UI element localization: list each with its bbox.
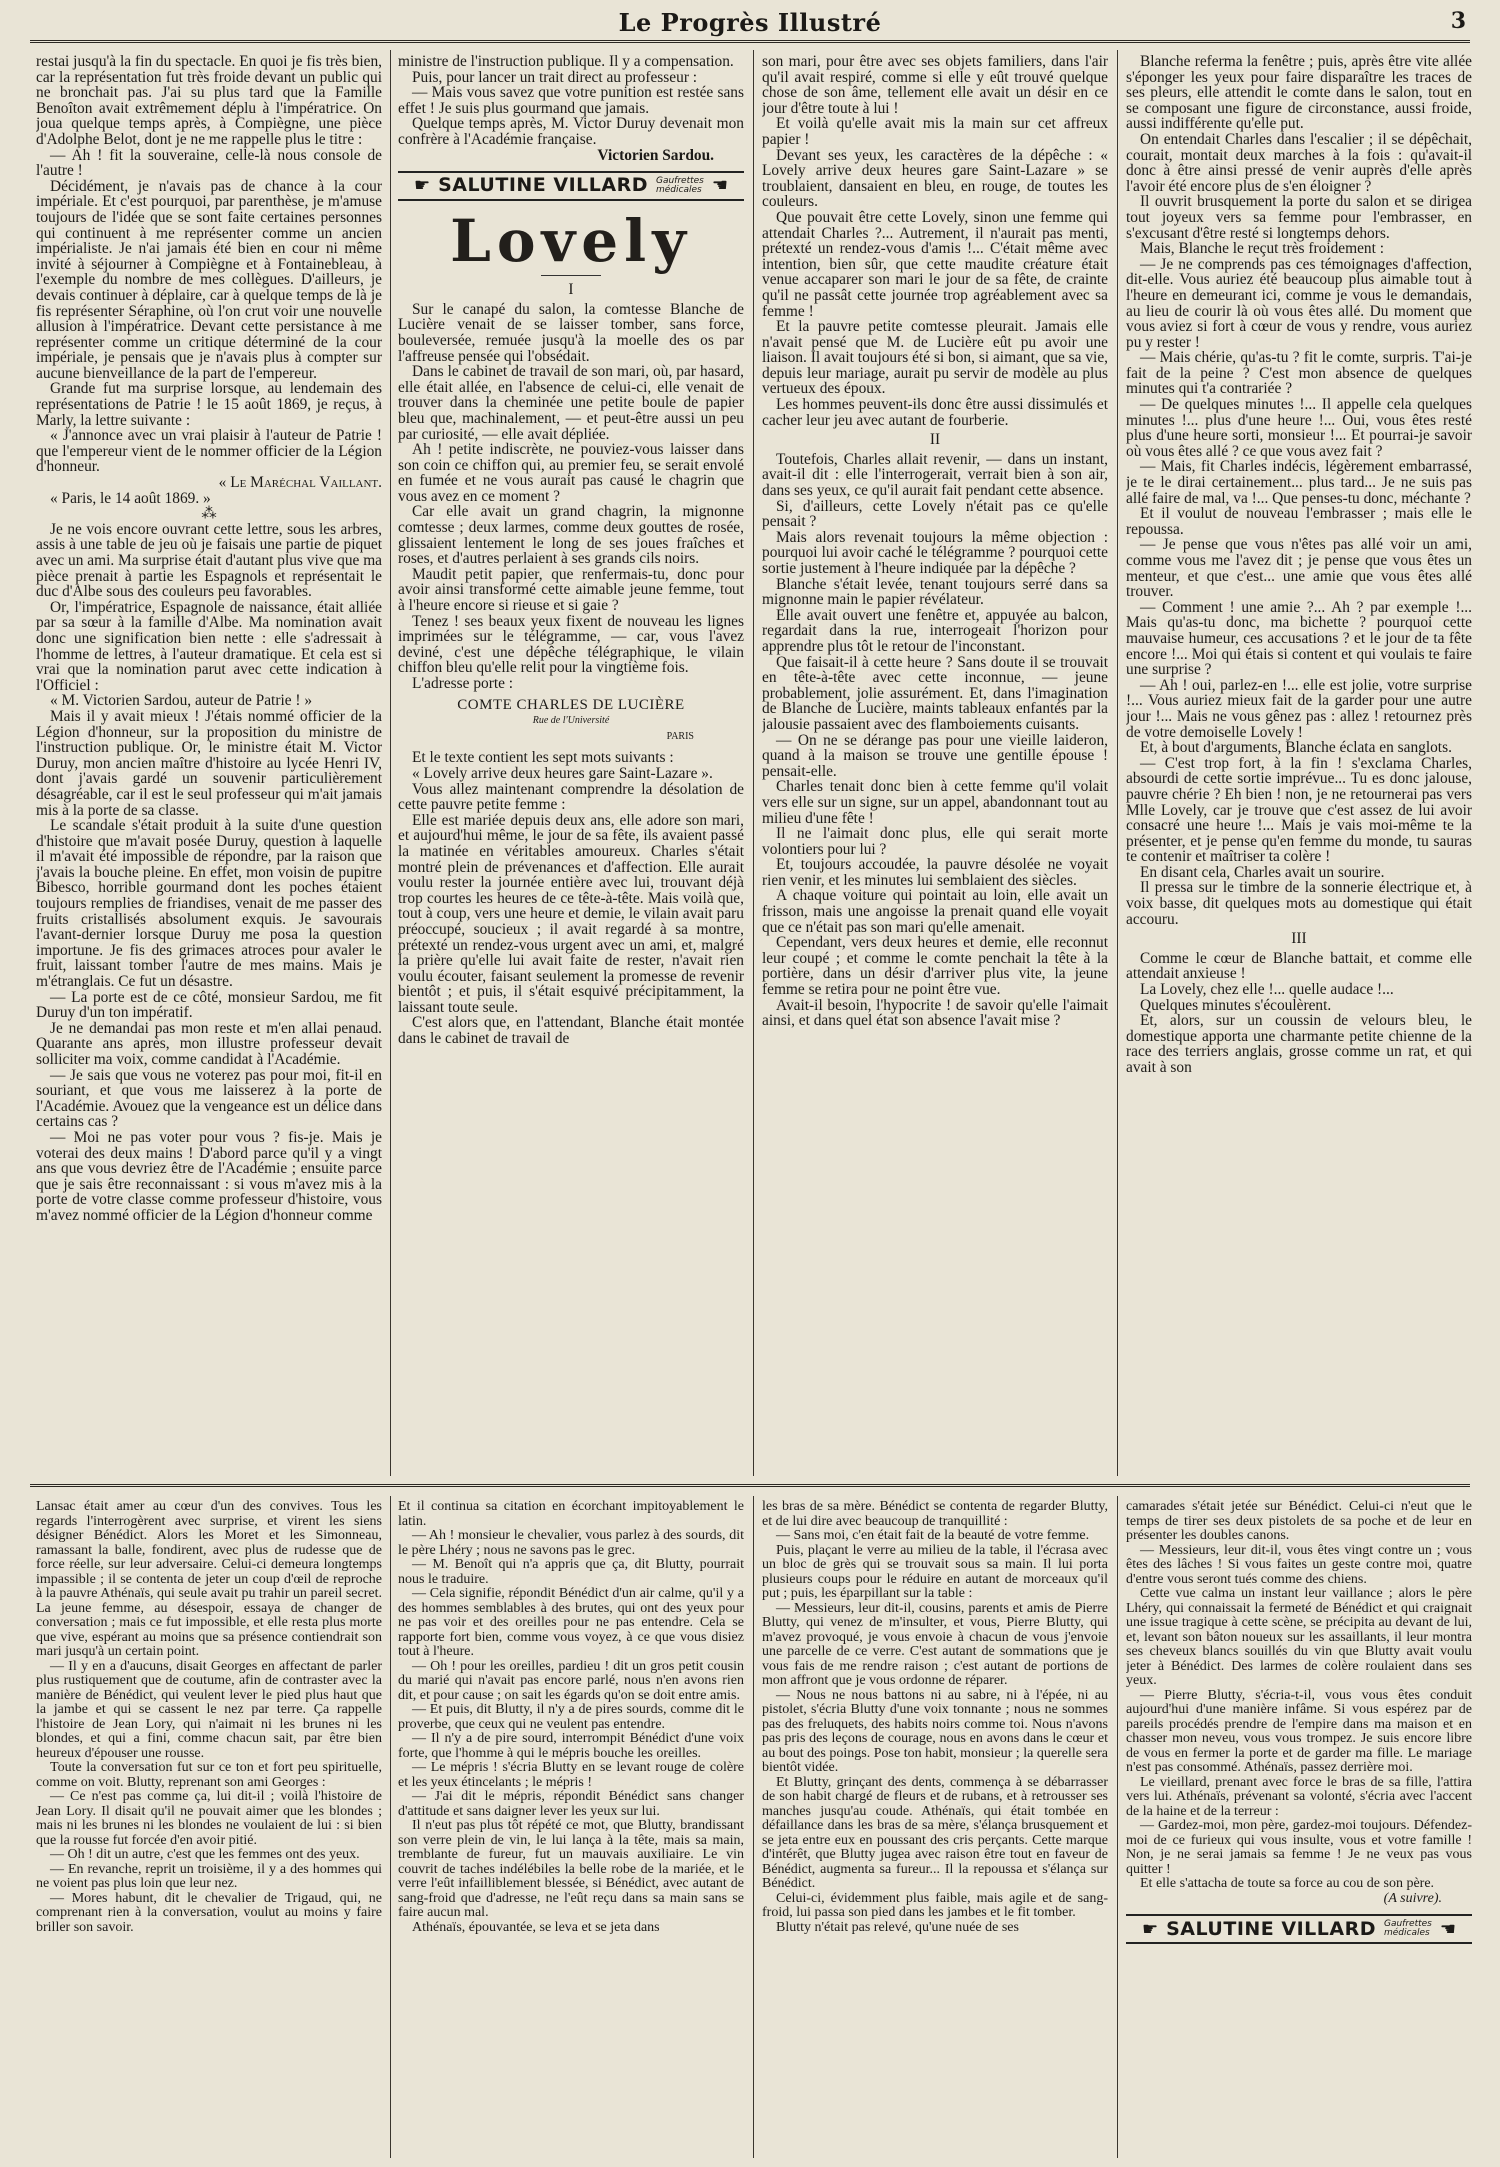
- paragraph: Celui-ci, évidemment plus faible, mais agile et de sang-froid, lui passa son pied dans les jambes et le fit tomber.: [762, 1890, 1108, 1920]
- paragraph: — Ah ! oui, parlez-en !... elle est jolie, votre surprise !... Vous auriez mieux fait de la garder pour une autre jour !... Mais ne vous gênez pas : allez ! retournez près de votre demoiselle Lovely !: [1126, 676, 1472, 741]
- paragraph: restai jusqu'à la fin du spectacle. En quoi je fis très bien, car la représentation fut très froide devant un public qui ne bronchait pas. J'ai su plus tard que la Famille Benoîton avait extrêmement déplu à l'impératrice. On joua quelque temps après, à Compiègne, une pièce d'Adolphe Belot, dont je ne me rappelle plus le titre :: [36, 54, 382, 148]
- paragraph: — Gardez-moi, mon père, gardez-moi toujours. Défendez-moi de ce furieux qui vous insulte, vous et votre famille ! Non, je ne serai jamais sa femme ! Je ne veux pas vous quitter !: [1126, 1818, 1472, 1877]
- paragraph: C'est alors que, en l'attendant, Blanche était montée dans le cabinet de travail de: [398, 1014, 744, 1048]
- paragraph: — Messieurs, leur dit-il, vous êtes vingt contre un ; vous êtes des lâches ! Si vous faites un geste contre moi, quatre d'entre vous seront tués comme des chiens.: [1126, 1542, 1472, 1587]
- paragraph: — Mais chérie, qu'as-tu ? fit le comte, surpris. T'ai-je fait de la peine ? C'est mon absence de quelques minutes qui t'a contrariée ?: [1126, 349, 1472, 398]
- paragraph: ministre de l'instruction publique. Il y a compensation.: [398, 54, 734, 70]
- paragraph: son mari, pour être avec ses objets familiers, dans l'air qu'il avait respiré, comme si elle y eût trouvé quelque chose de son âme, tellement elle avait un désir en ce jour d'être toute à lui !: [762, 54, 1108, 117]
- paragraph: — Il y en a d'aucuns, disait Georges en affectant de parler plus rustiquement que de coutume, afin de contraster avec la manière de Bénédict, qui veulent lever le pied plus haut que la jambe et qui se cassent le nez par terre. Ça rappelle l'histoire de Jean Lory, qui n'aimait ni les brunes ni les blondes, et qui a fini, comme chacun sait, par être bien heureux d'épouser une rousse.: [36, 1658, 382, 1761]
- ad-brand: SALUTINE VILLARD: [1166, 1917, 1376, 1940]
- column-rule: [390, 50, 391, 1476]
- paragraph: — Moi ne pas voter pour vous ? fis-je. Mais je voterai des deux mains ! D'abord parce qu'il y a vingt ans que vous devriez être de l'Académie ; ensuite parce que je sais être reconnaissant : si vous m'avez mis à la porte de votre classe comme professeur d'histoire, vous m'avez nommé officier de la Légion d'honneur comme: [36, 1128, 382, 1224]
- pointing-hand-icon: ☚: [1439, 1918, 1457, 1939]
- paragraph: Et elle s'attacha de toute sa force au cou de son père.: [1140, 1876, 1435, 1891]
- feuilleton-column-3: [762, 1500, 1108, 2160]
- paragraph: Décidément, je n'avais pas de chance à la cour impériale. Et c'est pourquoi, par parenthèse, je m'amuse toujours de l'idée que se sont faite certaines personnes qui continuent à me représenter comme un ancien impérialiste. Je n'ai jamais été bien en cour ni même invité à séjourner à Compiègne et à Fontainebleau, à l'exemple du nombre de mes collègues. D'ailleurs, je devais continuer à déplaire, car à quelque temps de là je fis représenter Séraphine, où l'on crut voir une nouvelle allusion à l'impératrice. Devant cette persistance à me représenter comme un critique déterminé de la cour impériale, je pensais que je n'avais plus à compter sur aucune bienveillance de la part de l'empereur.: [36, 177, 382, 382]
- column-rule: [753, 50, 754, 1476]
- address-street: Rue de l'Université: [532, 715, 610, 727]
- chapter-number: III: [1291, 930, 1307, 948]
- section-divider: ⁂: [201, 505, 217, 523]
- paragraph: Devant ses yeux, les caractères de la dépêche : « Lovely arrive deux heures gare Saint-Lazare » se troublaient, dansaient en bleu, en rouge, de toutes les couleurs.: [762, 146, 1108, 211]
- paragraph: Or, l'impératrice, Espagnole de naissance, était alliée par sa sœur à la famille d'Albe. Ma nomination avait donc une signification bien nette : elle s'adressait à l'homme de lettres, à l'auteur dramatique. Et cela est si vrai que la nomination parut avec cette indication à l'Officiel :: [36, 598, 382, 694]
- paragraph: Dans le cabinet de travail de son mari, où, par hasard, elle était allée, en l'absence de celui-ci, elle venait de trouver dans la cheminée une petite boule de papier bleu que, machinalement, — et peut-être aussi un peu par curiosité, — elle avait dépliée.: [398, 363, 744, 443]
- paragraph: Quelque temps après, M. Victor Duruy devenait mon confrère à l'Académie française.: [398, 115, 744, 148]
- paragraph: Cette vue calma un instant leur vaillance ; alors le père Lhéry, qui connaissait la fermeté de Bénédict et qui craignait une issue tragique à cette scène, se précipita au devant de lui, et, levant son bâton noueux sur les assaillants, il leur montra ses cheveux blancs souillés du vin que Blutty avait voulu jeter à Bénédict. Des larmes de colère roulaient dans ses yeux.: [1126, 1586, 1472, 1688]
- paragraph: Charles tenait donc bien à cette femme qu'il volait vers elle sur un signe, sur un appel, abandonnant tout au milieu d'une fête !: [762, 778, 1108, 827]
- paragraph: — La porte est de ce côté, monsieur Sardou, me fit Duruy d'un ton impératif.: [36, 988, 382, 1022]
- paragraph: Comme le cœur de Blanche battait, et comme elle attendait anxieuse !: [1126, 949, 1472, 983]
- paragraph: Et la pauvre petite comtesse pleurait. Jamais elle n'avait pensé que M. de Lucière eût pu avoir une liaison. Il avait toujours été si bon, si aimant, que sa vie, depuis leur mariage, aurait pu servir de modèle au plus vertueux des époux.: [762, 318, 1108, 398]
- paragraph: Quelques minutes s'écoulèrent.: [1140, 996, 1332, 1014]
- paragraph: — Le mépris ! s'écria Blutty en se levant rouge de colère et les yeux étincelants ; le mépris !: [398, 1760, 744, 1790]
- paragraph: Et il voulut de nouveau l'embrasser ; mais elle le repoussa.: [1126, 505, 1472, 538]
- paragraph: Toutefois, Charles allait revenir, — dans un instant, avait-il dit : elle l'interrogerait, verrait bien à son air, dans ses yeux, ce qu'il aurait fait pendant cette absence.: [762, 450, 1108, 500]
- to-be-continued: (A suivre).: [1383, 1890, 1442, 1906]
- paragraph: A chaque voiture qui pointait au loin, elle avait un frisson, mais une angoisse la prenait quand elle voyait que ce n'était pas son mari qu'elle amenait.: [762, 887, 1108, 936]
- paragraph: — Nous ne nous battons ni au sabre, ni à l'épée, ni au pistolet, s'écria Blutty d'une voix tonnante ; nous ne sommes pas des freluquets, des habits noirs comme toi. Nous n'avons pas pris des leçons de courage, nous en avons dans le cœur et au bout des poings. Pose ton habit, monsieur ; la querelle sera bientôt vidée.: [762, 1687, 1108, 1775]
- address-city: PARIS: [666, 730, 694, 742]
- paragraph: — Mores habunt, dit le chevalier de Trigaud, qui, ne comprenant rien à la conversation, voulut au moins y faire briller son savoir.: [36, 1890, 382, 1935]
- paragraph: Et, alors, sur un coussin de velours bleu, le domestique apporta une charmante petite chienne de la race des terriers anglais, grosse comme un rat, et qui avait à son: [1126, 1012, 1472, 1076]
- chapter-number: I: [568, 281, 574, 299]
- paragraph: L'adresse porte :: [412, 675, 514, 692]
- paragraph: Il pressa sur le timbre de la sonnerie électrique et, à voix basse, dit quelques mots au domestique qui était accouru.: [1126, 879, 1472, 928]
- paragraph: Puis, pour lancer un trait direct au professeur :: [412, 68, 698, 86]
- column-3: [762, 54, 1108, 1474]
- paragraph: — En revanche, reprit un troisième, il y a des hommes qui ne voient pas plus loin que leur nez.: [36, 1861, 382, 1891]
- pointing-hand-icon: ☚: [711, 175, 729, 196]
- ad-subtitle: Gaufrettes médicales: [1383, 1919, 1432, 1938]
- story-title: Lovely: [450, 207, 692, 276]
- ad-brand: SALUTINE VILLARD: [438, 174, 648, 197]
- paragraph: Athénaïs, épouvantée, se leva et se jeta dans: [412, 1919, 660, 1935]
- paragraph: Puis, plaçant le verre au milieu de la table, il l'écrasa avec un bloc de grès qui se trouvait sous sa main. Il lui porta plusieurs coups pour le réduire en autant de morceaux qu'il put ; puis, les éparpillant sur la table :: [762, 1542, 1108, 1601]
- column-rule: [1117, 50, 1118, 1476]
- letter-signature: « Le Maréchal Vaillant.: [218, 474, 382, 492]
- paragraph: — Je ne comprends pas ces témoignages d'affection, dit-elle. Vous auriez été beaucoup plus aimable tout à l'heure en demeurant ici, comme je vous le demandais, au lieu de courir là où vous êtes allé. Du moment que vous aviez si fort à cœur de vous y rendre, vous auriez pu y rester !: [1126, 255, 1472, 351]
- column-1-memoir: [36, 54, 382, 1474]
- paragraph: Et, à bout d'arguments, Blanche éclata en sanglots.: [1140, 739, 1452, 757]
- paragraph: — Pierre Blutty, s'écria-t-il, vous vous êtes conduit aujourd'hui d'une manière infâme. Si vous espérez par de pareils procédés prendre de l'empire dans ma maison et en chasser mon neveu, vous vous trompez. Je suis encore libre de vous en fermer la porte et de garder ma fille. Le mariage n'est pas consommé. Athénaïs, passez derrière moi.: [1126, 1687, 1472, 1775]
- paragraph: — Ce n'est pas comme ça, lui dit-il ; voilà l'histoire de Jean Lory. Il disait qu'il ne pouvait aimer que les blondes ; mais ni les brunes ni les blondes ne voulaient de lui : si bien que la rousse fut forcée d'en avoir pitié.: [36, 1789, 382, 1848]
- paragraph: — Sans moi, c'en était fait de la beauté de votre femme.: [776, 1528, 1090, 1543]
- chapter-number: II: [929, 431, 941, 449]
- paragraph: les bras de sa mère. Bénédict se contenta de regarder Blutty, et de lui dire avec beaucoup de tranquillité :: [762, 1500, 1108, 1529]
- paragraph: Le vieillard, prenant avec force le bras de sa fille, l'attira vers lui. Athénaïs, prévenant sa volonté, s'écria avec l'accent de la haine et de la terreur :: [1126, 1774, 1472, 1819]
- column-rule: [390, 1496, 391, 2158]
- feuilleton-column-2: [398, 1500, 744, 2160]
- paragraph: — Ah ! fit la souveraine, celle-là nous console de l'autre !: [36, 146, 382, 180]
- paragraph: Si, d'ailleurs, cette Lovely n'était pas ce qu'elle pensait ?: [762, 497, 1108, 531]
- paragraph: Il n'eut pas plus tôt répété ce mot, que Blutty, brandissant son verre plein de vin, le lui lança à la tête, mais sa main, tremblante de fureur, fut un mauvais auxiliaire. Le vin couvrit de taches indélébiles la belle robe de la mariée, et le verre l'eût infailliblement blessée, si Bénédict, avec autant de sang-froid que d'adresse, ne l'eût reçu dans sa main sans se faire aucun mal.: [398, 1818, 744, 1920]
- masthead: [30, 6, 1470, 43]
- column-4: [1126, 54, 1472, 1474]
- paragraph: — Il n'y a de pire sourd, interrompit Bénédict d'une voix forte, que l'homme à qui le mépris bouche les oreilles.: [398, 1731, 744, 1761]
- advertisement-banner: [398, 171, 744, 201]
- paragraph: Car elle avait un grand chagrin, la mignonne comtesse ; deux larmes, comme deux gouttes de rosée, glissaient lentement le long de ses joues fraîches et roses, et d'autres perlaient à ses grands cils noirs.: [398, 503, 744, 568]
- paragraph: Mais alors revenait toujours la même objection : pourquoi lui avoir caché le télégramme ? pourquoi cette sortie justement à l'heure indiquée par la dépêche ?: [762, 528, 1108, 577]
- letter-date: « Paris, le 14 août 1869. »: [50, 489, 211, 507]
- column-2: [398, 54, 744, 1474]
- paragraph: Et il continua sa citation en écorchant impitoyablement le latin.: [398, 1500, 744, 1529]
- title-rule: [541, 275, 601, 276]
- quoted-line: « M. Victorien Sardou, auteur de Patrie ! »: [50, 692, 313, 710]
- paragraph: En disant cela, Charles avait un sourire.: [1140, 863, 1385, 881]
- paragraph: Ah ! petite indiscrète, ne pouviez-vous laisser dans son coin ce chiffon qui, au premier feu, se serait envolé en fumée et ne vous aurait pas causé le chagrin que vous avez en ce moment ?: [398, 441, 744, 505]
- paragraph: Que pouvait être cette Lovely, sinon une femme qui attendait Charles ?... Autrement, il n'aurait pas menti, prétexté un rendez-vous d'amis !... C'était même avec intention, bien sûr, que cette maudite créature était venue accaparer son mari le jour de sa fête, de crainte qu'il ne passât cette journée trop agréablement avec sa femme !: [762, 208, 1108, 320]
- paragraph: On entendait Charles dans l'escalier ; il se dépêchait, courait, montait deux marches à la fois : qu'avait-il donc à être ainsi pressé de venir auprès d'elle après l'avoir été encore plus de s'en éloigner ?: [1126, 130, 1472, 195]
- paragraph: Cependant, vers deux heures et demie, elle reconnut leur coupé ; et comme le comte penchait la tête à la portière, dans un désir d'arriver plus vite, la jeune femme se retira pour ne point être vue.: [762, 934, 1108, 999]
- telegram-address: [398, 698, 744, 745]
- paragraph: Je ne vois encore ouvrant cette lettre, sous les arbres, assis à une table de jeu où je faisais une partie de piquet avec un ami. Ma surprise était d'autant plus vive que ma pièce prenait à partie les Espagnols et représentait le duc d'Albe sous des couleurs peu favorables.: [36, 520, 382, 601]
- paragraph: Elle est mariée depuis deux ans, elle adore son mari, et aujourd'hui même, le jour de sa fête, ils avaient passé la matinée en véritables amoureux. Charles s'était montré plein de prévenances et d'affection. Elle aurait voulu rester la journée entière avec lui, trouvant déjà trop courtes les heures de ce tête-à-tête. Mais voilà que, tout à coup, vers une heure et demie, le vilain avait paru préoccupé, soucieux ; il avait regardé à sa montre, prétexté un rendez-vous urgent avec un ami, et, malgré la prière qu'elle lui avait faite de rester, n'avait rien voulu écouter, faisant seulement la promesse de revenir bientôt ; et puis, il s'était esquivé précipitamment, la laissant toute seule.: [398, 811, 744, 1016]
- paragraph: — On ne se dérange pas pour une vieille laideron, quand à la maison se trouve une gentille épouse ! pensait-elle.: [762, 731, 1108, 780]
- paragraph: Que faisait-il à cette heure ? Sans doute il se trouvait en tête-à-tête avec cette inconnue, — jeune probablement, jolie assurément. Et, dans l'imagination de Blanche de Lucière, maints tableaux enfantés par la jalousie passaient avec des flamboiements cuisants.: [762, 653, 1108, 733]
- paragraph: « Lovely arrive deux heures gare Saint-Lazare ».: [412, 764, 713, 782]
- newspaper-title: Le Progrès Illustré: [618, 8, 882, 37]
- paragraph: — Je pense que vous n'êtes pas allé voir un ami, comme vous me l'avez dit ; je pense que vous êtes un menteur, et que c'est... une amie que vous êtes allé trouver.: [1126, 536, 1472, 601]
- paragraph: camarades s'était jetée sur Bénédict. Celui-ci n'eut que le temps de tirer ses deux pistolets de sa poche et de leur en présenter les doubles canons.: [1126, 1500, 1472, 1543]
- paragraph: — Oh ! pour les oreilles, pardieu ! dit un gros petit cousin du marié qui n'avait pas encore parlé, nous n'en avons rien dit, et pour cause ; on sait les égards qu'on se doit entre amis.: [398, 1658, 744, 1703]
- paragraph: Tenez ! ses beaux yeux fixent de nouveau les lignes imprimées sur le télégramme, — car, vous l'avez deviné, c'est une dépêche télégraphique, le vilain chiffon bleu qu'elle relit pour la vingtième fois.: [398, 612, 744, 677]
- advertisement-banner-bottom: [1126, 1914, 1472, 1944]
- paragraph: Il ne l'aimait donc plus, elle qui serait morte volontiers pour lui ?: [762, 825, 1108, 858]
- paragraph: Grande fut ma surprise lorsque, au lendemain des représentations de Patrie ! le 15 août 1869, je reçus, à Marly, la lettre suivante :: [36, 380, 382, 429]
- paragraph: Elle avait ouvert une fenêtre et, appuyée au balcon, regardait dans la rue, interrogeait l'horizon pour apprendre plus tôt le retour de l'inconstant.: [762, 606, 1108, 655]
- paragraph: Le scandale s'était produit à la suite d'une question d'histoire que m'avait posée Duruy, question à laquelle il m'avait été impossible de répondre, par la raison que j'avais la bouche pleine. En effet, mon voisin de pupitre Bibesco, horrible gourmand dont les poches étaient toujours remplies de friandises, venait de me passer des fruits cristallisés absolument exquis. Je savourais l'avant-dernier lorsque Duruy me posa la question importune. Je fis des grimaces atroces pour avaler le fruit, laissant tomber l'autre de mes mains. Mais je m'étranglais. Ce fut un désastre.: [36, 817, 382, 991]
- page-number: 3: [1450, 8, 1466, 34]
- paragraph: — J'ai dit le mépris, répondit Bénédict sans changer d'attitude et sans daigner lever les yeux sur lui.: [398, 1789, 744, 1819]
- paragraph: La Lovely, chez elle !... quelle audace !...: [1140, 981, 1394, 999]
- paragraph: — Oh ! dit un autre, c'est que les femmes ont des yeux.: [50, 1847, 360, 1862]
- paragraph: — C'est trop fort, à la fin ! s'exclama Charles, absourdi de cette sortie imprévue... Tu es donc jalouse, pauvre chérie ? Eh bien ! non, je ne retournerai pas vers Mlle Lovely, car je trouve que c'est assez de lui avoir consacré une heure !... Mais je vais moi-même te la présenter, et je pense qu'en femme du monde, tu sauras te contenir et maîtriser ta colère !: [1126, 754, 1472, 866]
- author-signature: Victorien Sardou.: [597, 146, 714, 164]
- paragraph: Je ne demandai pas mon reste et m'en allai penaud. Quarante ans après, mon illustre professeur devait solliciter ma voix, comme candidat à l'Académie.: [36, 1019, 382, 1068]
- paragraph: — Cela signifie, répondit Bénédict d'un air calme, qu'il y a des hommes semblables à des brutes, qui ont des yeux pour ne pas voir et des oreilles pour ne pas entendre. Cela se rapporte fort bien, comme vous voyez, à ce que vous disiez tout à l'heure.: [398, 1586, 744, 1659]
- paragraph: Vous allez maintenant comprendre la désolation de cette pauvre petite femme :: [398, 780, 744, 814]
- paragraph: Toute la conversation fut sur ce ton et fort peu spirituelle, comme on voit. Blutty, reprenant son ami Georges :: [36, 1760, 382, 1790]
- feuilleton-column-4: [1126, 1500, 1472, 2160]
- paragraph: Les hommes peuvent-ils donc être aussi dissimulés et cacher leur jeu avec autant de fourberie.: [762, 396, 1108, 429]
- paragraph: Et Blutty, grinçant des dents, commença à se débarrasser de son habit chargé de fleurs et de rubans, et à retrousser ses manches jusqu'au coude. Athénaïs, qui était tombée en défaillance dans les bras de sa mère, s'élança brusquement et se jeta entre eux en poussant des cris perçants. Cette marque d'intérêt, que Blutty jugea avec raison être tout en faveur de Bénédict, augmenta sa fureur... Il la repoussa et s'élança sur Bénédict.: [762, 1774, 1108, 1891]
- paragraph: Blutty n'était pas relevé, qu'une nuée de ses: [776, 1919, 1019, 1935]
- paragraph: Blanche referma la fenêtre ; puis, après être vite allée s'éponger les yeux pour faire disparaître les traces de ses pleurs, elle attendit le comte dans le salon, tout en se composant une figure de circonstance, aussi froide, aussi indifférente qu'elle put.: [1126, 54, 1472, 133]
- column-rule: [753, 1496, 754, 2158]
- column-rule: [1117, 1496, 1118, 2158]
- ad-subtitle: Gaufrettes médicales: [655, 176, 704, 196]
- feuilleton-separator: [30, 1484, 1470, 1487]
- paragraph: — Ah ! monsieur le chevalier, vous parlez à des sourds, dit le père Lhéry ; nous ne savons pas le grec.: [398, 1528, 744, 1558]
- paragraph: Avait-il besoin, l'hypocrite ! de savoir qu'elle l'aimait ainsi, et dans quel état son absence l'avait mise ?: [762, 996, 1108, 1030]
- paragraph: Et voilà qu'elle avait mis la main sur cet affreux papier !: [762, 115, 1108, 148]
- paragraph: — De quelques minutes !... Il appelle cela quelques minutes !... plus d'une heure !... Oui, vous êtes resté plus d'une heure sorti, monsieur !... Et pourrai-je savoir où vous êtes allé ? ce que vous avez fait ?: [1126, 396, 1472, 460]
- address-name: COMTE CHARLES DE LUCIÈRE: [457, 696, 685, 713]
- paragraph: Sur le canapé du salon, la comtesse Blanche de Lucière venait de se laisser tomber, sans force, bouleversée, remuée jusqu'à la moelle des os par l'affreuse pensée qui l'obsédait.: [398, 300, 744, 365]
- paragraph: Et, toujours accoudée, la pauvre désolée ne voyait rien venir, et les minutes lui semblaient des siècles.: [762, 856, 1108, 889]
- pointing-hand-icon: ☛: [1141, 1918, 1159, 1939]
- paragraph: — Et puis, dit Blutty, il n'y a de pires sourds, comme dit le proverbe, que ceux qui ne veulent pas entendre.: [398, 1702, 744, 1732]
- paragraph: Il ouvrit brusquement la porte du salon et se dirigea tout joyeux vers sa femme pour l'embrasser, en s'excusant d'être resté si longtemps dehors.: [1126, 193, 1472, 242]
- paragraph: — Comment ! une amie ?... Ah ? par exemple !... Mais qu'as-tu donc, ma bichette ? pourquoi cette mauvaise humeur, ces accusations ? et le jour de ta fête encore !... Moi qui étais si content et qui voulais te faire une surprise ?: [1126, 598, 1472, 679]
- paragraph: Lansac était amer au cœur d'un des convives. Tous les regards l'interrogèrent avec surprise, et virent les siens désigner Bénédict. Alors les Moret et les Simonneau, ramassant la balle, fondirent, avec plus de rudesse que de force réelle, sur leur adversaire. Celui-ci demeura longtemps impassible ; il se contenta de jeter un coup d'œil de reproche à la pauvre Athénaïs, qui seule avait pu trahir un pareil secret. La jeune femme, au désespoir, essaya de changer de conversation ; mais ce fut impossible, et elle resta plus morte que vive, espérant au moins que sa présence contiendrait son mari jusqu'à un certain point.: [36, 1500, 382, 1659]
- paragraph: Et le texte contient les sept mots suivants :: [412, 749, 674, 767]
- quoted-letter: « J'annonce avec un vrai plaisir à l'auteur de Patrie ! que l'empereur vient de le nommer officier de la Légion d'honneur.: [36, 427, 382, 476]
- paragraph: — Mais, fit Charles indécis, légèrement embarrassé, je te le dirai certainement... plus tard... Je ne suis pas allé faire de mal, va !... Que penses-tu donc, méchante ?: [1126, 458, 1472, 507]
- pointing-hand-icon: ☛: [413, 175, 431, 196]
- paragraph: Blanche s'était levée, tenant toujours serré dans sa mignonne main le papier révélateur.: [762, 575, 1108, 609]
- paragraph: Mais il y avait mieux ! J'étais nommé officier de la Légion d'honneur, sur la proposition du ministre de l'instruction publique. Or, le ministre était M. Victor Duruy, mon ancien maître d'histoire au lycée Henri IV, dont j'avais gardé un souvenir particulièrement désagréable, car il est le seul professeur qui m'ait jamais mis à la porte de sa classe.: [36, 707, 382, 819]
- paragraph: Maudit petit papier, que renfermais-tu, donc pour avoir ainsi transformé cette aimable jeune femme, tout à l'heure encore si rieuse et si gaie ?: [398, 565, 744, 615]
- paragraph: — Messieurs, leur dit-il, cousins, parents et amis de Pierre Blutty, qui venez de m'insulter, et vous, Pierre Blutty, qui m'avez provoqué, je vous envoie à chacun de vous j'envoie une parcelle de ce verre. C'est autant de sommations que je vous fais de me rendre raison ; c'est autant de portions de mon affront que je vous ordonne de réparer.: [762, 1600, 1108, 1688]
- feuilleton-column-1: [36, 1500, 382, 2160]
- paragraph: — M. Benoît qui n'a appris que ça, dit Blutty, pourrait nous le traduire.: [398, 1557, 744, 1587]
- paragraph: — Mais vous savez que votre punition est restée sans effet ! Je suis plus gourmand que jamais.: [398, 84, 744, 117]
- paragraph: — Je sais que vous ne voterez pas pour moi, fit-il en souriant, et que vous me laisserez à la porte de l'Académie. Avouez que la vengeance est un délice dans certains cas ?: [36, 1066, 382, 1131]
- paragraph: Mais, Blanche le reçut très froidement :: [1140, 240, 1385, 258]
